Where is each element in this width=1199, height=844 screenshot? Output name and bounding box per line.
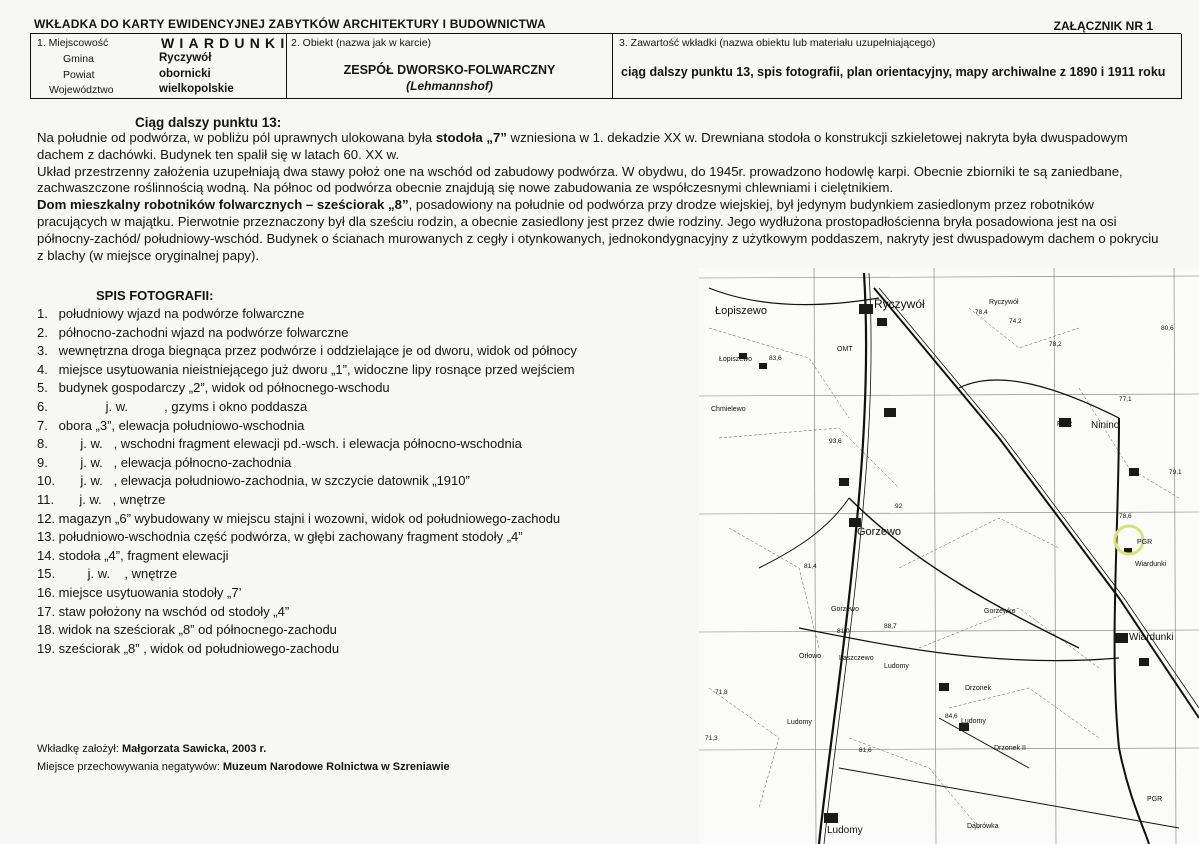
gmina-value: Ryczywół (159, 52, 212, 64)
map-label: Łopiszewo (715, 305, 767, 317)
photo-item: 13. południowo-wschodnia część podwórza, w głębi zachowany fragment stodoły „4” (37, 529, 523, 545)
map-label: Gorzewo (831, 606, 860, 613)
photo-item: 8. j. w. , wschodni fragment elewacji pd.-wsch. i elewacja północno-wschodnia (37, 436, 522, 452)
contents-value: ciąg dalszy punktu 13, spis fotografii, plan orientacyjny, mapy archiwalne z 1890 i 1911 roku (621, 65, 1166, 79)
map-label: Drzonek II (994, 745, 1026, 752)
object-subtitle: (Lehmannshof) (406, 79, 493, 93)
contents-label: 3. Zawartość wkładki (nazwa obiektu lub materiału uzupełniającego) (619, 37, 936, 49)
photo-item: 1. południowy wjazd na podwórze folwarczne (37, 306, 305, 321)
powiat-value: obornicki (159, 68, 211, 80)
object-label: 2. Obiekt (nazwa jak w karcie) (291, 37, 432, 49)
photo-item: 15. j. w. , wnętrze (37, 566, 178, 582)
map-label: PGR (1057, 421, 1073, 428)
map-label: Dąbrówka (967, 823, 999, 830)
object-cell (287, 34, 613, 98)
height-label: 79,1 (1169, 469, 1182, 476)
map-label: Łopiszewo (719, 356, 753, 363)
photo-item: 17. staw położony na wschód od stodoły „4” (37, 603, 290, 619)
map-label: Ludomy (961, 718, 986, 725)
powiat-label: Powiat (63, 69, 95, 81)
photo-item: 18. widok na sześciorak „8” od północnego-zachodu (37, 622, 337, 638)
wojewodztwo-label: Województwo (49, 84, 114, 96)
gmina-label: Gmina (63, 53, 94, 65)
map-label: Drzonek (965, 685, 992, 692)
photo-item: 7. obora „3”, elewacja południowo-wschodnia (37, 417, 305, 433)
photo-item: 9. j. w. , elewacja północno-zachodnia (37, 454, 292, 470)
height-label: 71,3 (705, 735, 718, 742)
map-label: Ryczywół (874, 297, 925, 311)
paragraph-workers-house (37, 197, 1167, 264)
photo-item: 11. j. w. , wnętrze (37, 491, 166, 507)
height-label: 78,2 (1049, 341, 1062, 348)
map-label: Ludomy (827, 825, 863, 836)
map-label: Wiardunki (1129, 632, 1174, 643)
location-cell (31, 34, 290, 98)
map-label: OMT (837, 346, 853, 353)
photo-item: 5. budynek gospodarczy „2”, widok od północnego-wschodu (37, 380, 390, 396)
height-label: 71,8 (715, 689, 728, 696)
height-label: 81,4 (804, 563, 817, 570)
map-label: Ninino (1091, 420, 1120, 431)
storage-line (37, 761, 450, 773)
photo-item: 12. magazyn „6” wybudowany w miejscu stajni i wozowni, widok od południowego-zachodu (37, 510, 561, 526)
height-label: 93,6 (829, 438, 842, 445)
height-label: 78,6 (1119, 513, 1132, 520)
contents-cell (613, 34, 1181, 98)
identification-table (30, 34, 1182, 99)
map-label: Orłowo (799, 653, 822, 660)
photo-item: 6. j. w. , gzyms i okno poddasza (37, 398, 308, 414)
author-label: Wkładkę założył: (37, 743, 122, 755)
location-value: WIARDUNKI (161, 35, 290, 51)
text-run: Na południe od podwórza, w pobliżu pól uprawnych ulokowana była (37, 130, 436, 145)
height-label: 83,6 (769, 355, 782, 362)
photo-item: 3. wewnętrzna droga biegnąca przez podwórze i oddzielające je od dworu, widok od północy (37, 343, 577, 359)
text-run: , posadowiony na południe od podwórza przy drodze wiejskiej, był jedynym budynkiem zasiedlonym przez robotników pracujących w majątku. Pierwotnie przeznaczony był dla sześciu rodzin, a obecnie zasiedlony jest przez dwie rodziny. Jego wydłużona prostopadłościenna bryła posadowiona jest na osi północny-zachód/ południowy-wschód. Budynek o ścianach murowanych z cegły i otynkowanych, jednokondygnacyjny z użytkowym poddaszem, nakryty jest dwuspadowym dachem o pokryciu z blachy (w miejsce oryginalnej papy). (37, 197, 1159, 263)
storage-place: Muzeum Narodowe Rolnictwa w Szreniawie (222, 761, 450, 773)
section-title: Ciąg dalszy punktu 13: (135, 115, 282, 130)
description-text (37, 130, 1167, 264)
map-label: Wiardunki (1135, 561, 1167, 568)
height-label: 92 (895, 503, 903, 510)
map-label: Laszczewo (839, 655, 874, 662)
wojewodztwo-value: wielkopolskie (159, 83, 234, 95)
photo-list (37, 305, 687, 658)
text-run-bold: Dom mieszkalny robotników folwarcznych – sześciorak „8” (37, 197, 409, 213)
photo-item: 4. miejsce usytuowania nieistniejącego już dworu „1”, widoczne lipy rosnące przed wejściem (37, 361, 575, 377)
photo-item: 19. sześciorak „8” , widok od południowego-zachodu (37, 640, 340, 656)
map-label: Ludomy (884, 663, 909, 670)
location-label: 1. Miejscowość (37, 37, 109, 49)
height-label: 84,6 (945, 713, 958, 720)
text-run-bold: stodoła „7” (435, 130, 507, 145)
document-header-title: WKŁADKA DO KARTY EWIDENCYJNEJ ZABYTKÓW ARCHITEKTURY I BUDOWNICTWA (34, 17, 546, 31)
photo-item: 2. północno-zachodni wjazd na podwórze folwarczne (37, 324, 349, 340)
map-label: Gorzewko (984, 608, 1016, 615)
map-label: Ludomy (787, 719, 812, 726)
height-label: 81,6 (859, 747, 872, 754)
photo-item: 14. stodoła „4”, fragment elewacji (37, 547, 229, 563)
storage-label: Miejsce przechowywania negatywów: (37, 761, 223, 773)
map-label: Gorzewo (857, 526, 902, 538)
height-label: 74,2 (1009, 318, 1022, 325)
author-line (37, 743, 266, 755)
photo-item: 16. miejsce usytuowania stodoły „7’ (37, 584, 242, 600)
map-label: Chmielewo (711, 406, 746, 413)
photo-list-title: SPIS FOTOGRAFII: (96, 288, 214, 303)
object-title: ZESPÓŁ DWORSKO-FOLWARCZNY (343, 63, 556, 77)
height-label: 88,7 (884, 623, 897, 630)
map-label: PGR (1137, 539, 1153, 546)
photo-item: 10. j. w. , elewacja południowo-zachodnia, w szczycie datownik „1910” (37, 473, 470, 489)
annex-number: ZAŁĄCZNIK NR 1 (1053, 19, 1153, 33)
height-label: 77,1 (1119, 396, 1132, 403)
map-label: Ryczywół (989, 299, 1019, 306)
author-name: Małgorzata Sawicka, 2003 r. (121, 743, 267, 755)
paragraph-ponds: Układ przestrzenny założenia uzupełniają dwa stawy położ one na wschód od zabudowy podwórza. W obydwu, do 1945r. prowadzono hodowlę karpi. Obecnie zbiorniki te są zaniedbane, zachwaszczone roślinnością wodną. Na północ od podwórza obecnie znajdują się nowe zabudowania ze współczesnymi chlewniami i cielętnikiem. (37, 163, 1123, 196)
map-label: PGR (1147, 796, 1163, 803)
height-label: 80,6 (1161, 325, 1174, 332)
height-label: 81,0 (837, 628, 850, 635)
orientation-map (699, 268, 1199, 844)
paragraph-barn (37, 130, 1167, 164)
text-run: wzniesiona w 1. dekadzie XX w. Drewniana stodoła o konstrukcji szkieletowej nakryta była dwuspadowym dachem z dachówki. Budynek ten spalił się w latach 60. XX w. (37, 130, 1128, 162)
height-label: 78,4 (975, 309, 988, 316)
